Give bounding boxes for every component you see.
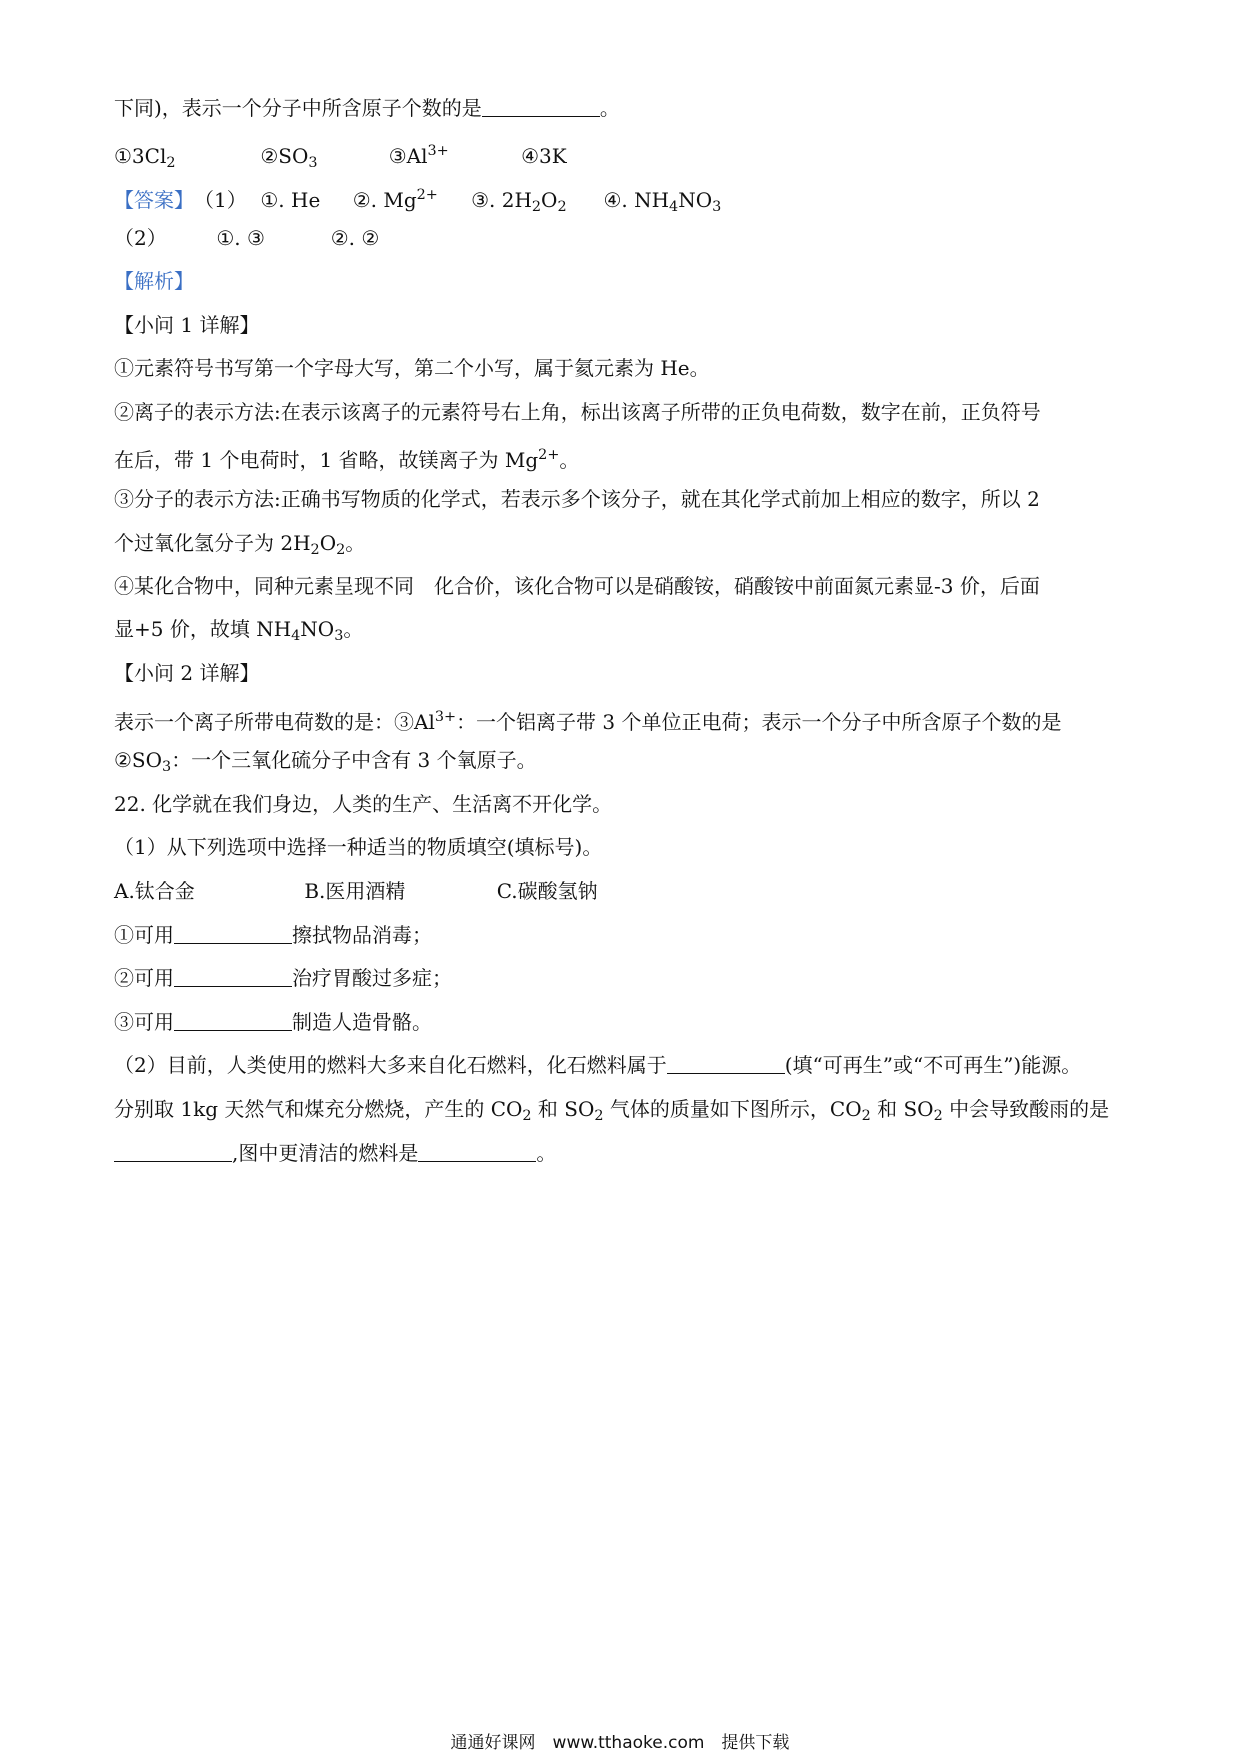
answer-2-1: ①. ③ [216,226,265,250]
answer-1-3: ③. $2H_2O_2$ [471,187,567,215]
explanation-3b: 个过氧化氢分子为 $2H_2O_2$。 [114,531,366,559]
answer-blank[interactable] [174,923,292,944]
sub-question-1-heading: 【小问 1 详解】 [114,313,260,337]
answer-label: 【答案】 [114,187,194,212]
answer-1-1: ①. He [260,187,321,212]
page-footer: 通通好课网 www.tthaoke.com 提供下载 [450,1733,790,1753]
question-22-part-2-end: ,图中更清洁的燃料是 。 [114,1138,1134,1168]
question-22-stem: 22. 化学就在我们身边，人类的生产、生活离不开化学。 [114,792,613,816]
question-22-part-2-cont: 分别取 1kg 天然气和煤充分燃烧，产生的 $CO_2$ 和 $SO_2$ 气体的质量如下图所示，$CO_2$ 和 $SO_2$ 中会导致酸雨的是 [114,1097,1110,1125]
explanation-1: ①元素符号书写第一个字母大写，第二个小写，属于氦元素为 He。 [114,356,710,380]
sub-question-2-heading: 【小问 2 详解】 [114,661,260,685]
question-22-choices [114,876,1134,906]
answer-blank[interactable] [174,966,292,987]
option-2: $②SO_3$ [260,143,318,171]
explanation-4a: ④某化合物中，同种元素呈现不同 化合价，该化合物可以是硝酸铵，硝酸铵中前面氮元素显-3 价，后面 [114,574,1040,598]
answer-blank[interactable] [174,1010,292,1031]
line-question-tail: 下同)，表示一个分子中所含原子个数的是 。 [114,96,620,120]
explanation-5b: $②SO_3$：一个三氧化硫分子中含有 3 个氧原子。 [114,748,537,776]
option-1: $①3Cl_2$ [114,143,176,171]
choice-c: C.碳酸氢钠 [496,879,598,903]
explanation-2a: ②离子的表示方法:在表示该离子的元素符号右上角，标出该离子所带的正负电荷数，数字在前，正负符号 [114,400,1041,424]
explanation-4b: 显+5 价，故填 $NH_4NO_3$。 [114,617,364,645]
answer-line-1: 【答案】（1） ①. He ②. $Mg^{2+}$ ③. $2H_2O_2$ ④. $NH_4NO_3$ [114,180,1134,222]
explanation-2b: 在后，带 1 个电荷时，1 省略，故镁离子为 $Mg^{2+}$。 [114,447,580,472]
answer-blank[interactable] [667,1053,785,1074]
fill-line-1: ①可用 擦拭物品消毒； [114,923,432,947]
question-22-part-1: （1）从下列选项中选择一种适当的物质填空(填标号)。 [114,835,603,859]
answer-blank[interactable] [418,1141,536,1162]
line-options [114,136,1134,178]
fill-line-3: ③可用 制造人造骨骼。 [114,1010,432,1034]
answer-1-4: ④. $NH_4NO_3$ [603,187,722,215]
choice-b: B.医用酒精 [304,879,406,903]
fill-line-2: ②可用 治疗胃酸过多症； [114,966,452,990]
choice-a: A.钛合金 [114,879,195,903]
option-4: ④3K [521,143,567,168]
answer-2-2: ②. ② [330,226,380,250]
analysis-label: 【解析】 [114,269,194,293]
answer-blank[interactable] [482,96,600,117]
explanation-5a: 表示一个离子所带电荷数的是：$③Al^{3+}$：一个铝离子带 3 个单位正电荷；表示一个分子中所含原子个数的是 [114,709,1062,734]
answer-1-2: ②. $Mg^{2+}$ [352,187,438,212]
answer-line-2: （2） ①. ③ ②. ② [114,223,1134,253]
answer-blank[interactable] [114,1141,232,1162]
option-3: $③Al^{3+}$ [388,143,449,168]
question-22-part-2: （2）目前，人类使用的燃料大多来自化石燃料，化石燃料属于 (填“可再生”或“不可再生”)能源。 [114,1053,1082,1077]
explanation-3a: ③分子的表示方法:正确书写物质的化学式，若表示多个该分子，就在其化学式前加上相应的数字，所以 2 [114,487,1040,511]
